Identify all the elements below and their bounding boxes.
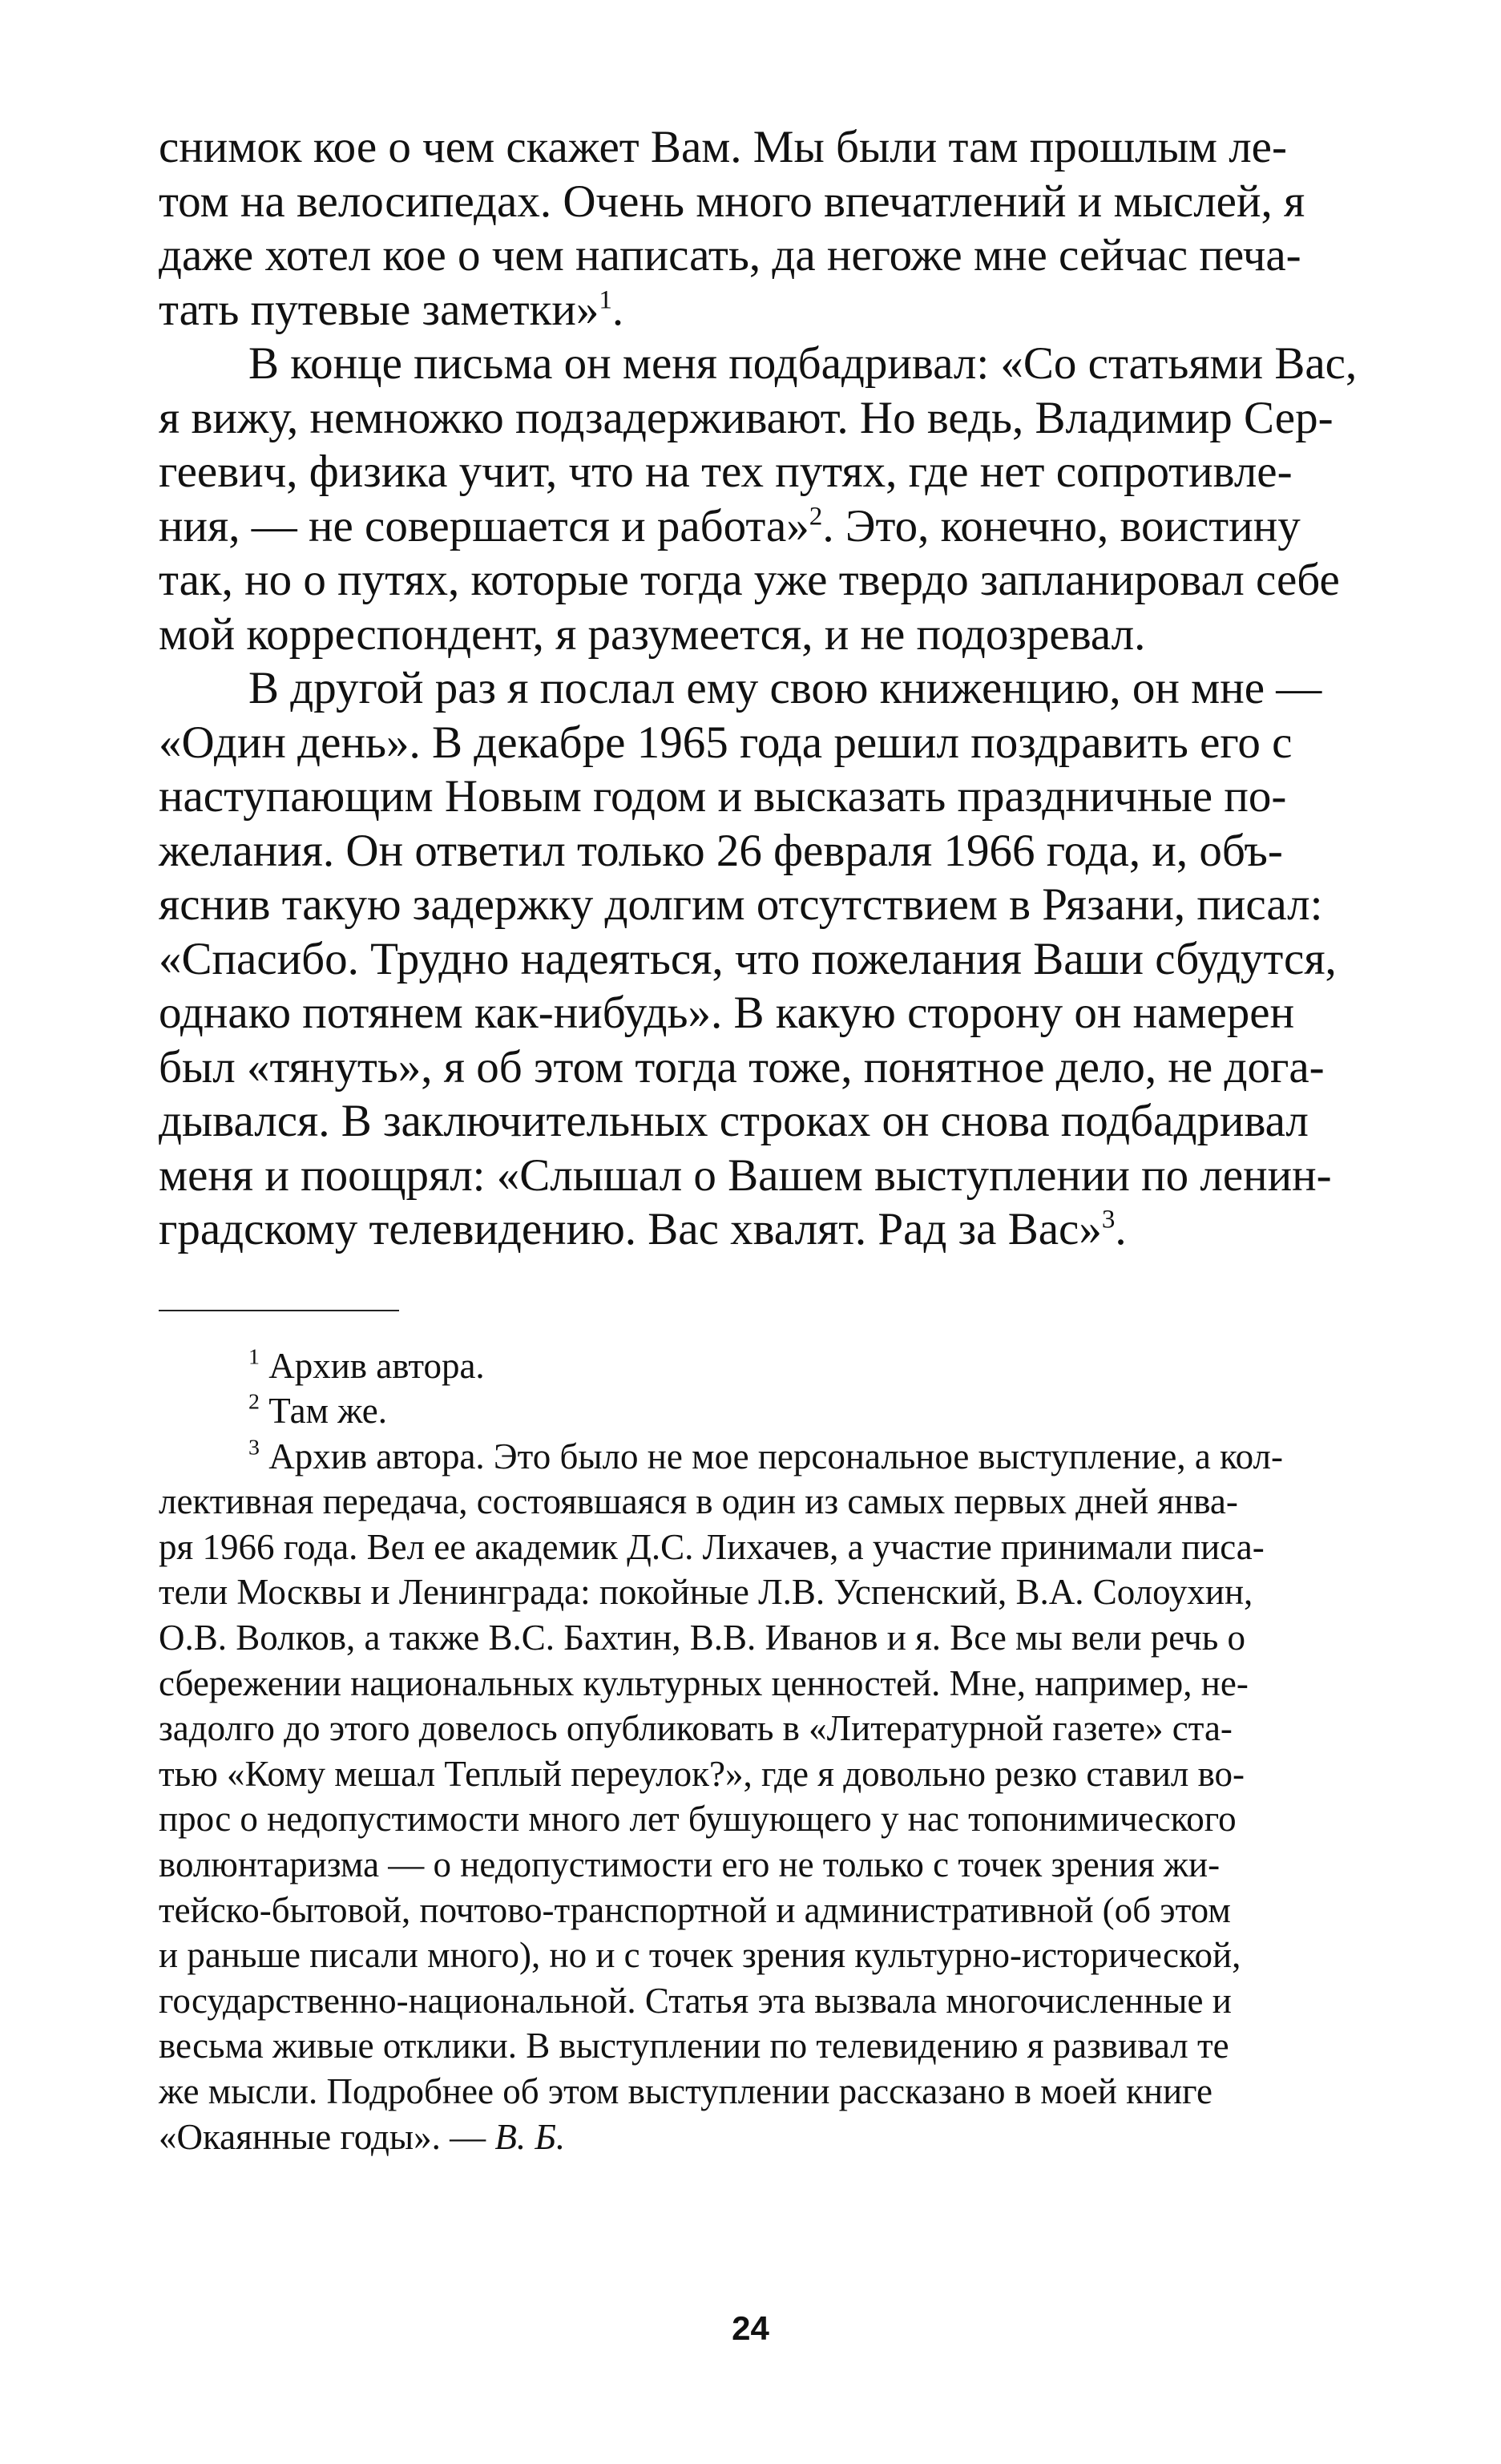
text-line: желания. Он ответил только 26 февраля 1966 года, и, объ- [159, 825, 1283, 876]
text-line: В другой раз я послал ему свою книженцию, он мне — [248, 663, 1322, 713]
footnote-text: Архив автора. [268, 1345, 485, 1386]
text-line: был «тянуть», я об этом тогда тоже, понятное дело, не дога- [159, 1041, 1325, 1093]
footnote-line: сбережении национальных культурных ценностей. Мне, например, не- [159, 1662, 1249, 1703]
footnote-line: волюнтаризма — о недопустимости его не только с точек зрения жи- [159, 1844, 1221, 1885]
footnote-line: же мысли. Подробнее об этом выступлении рассказано в моей книге [159, 2071, 1213, 2111]
footnote-line: прос о недопустимости много лет бушующего у нас топонимического [159, 1799, 1237, 1840]
text-fragment: . Это, конечно, воистину [822, 500, 1301, 551]
text-fragment: . [611, 284, 624, 335]
footnote-line: весьма живые отклики. В выступлении по телевидению я развивал те [159, 2026, 1229, 2066]
text-line: геевич, физика учит, что на тех путях, где нет сопротивле- [159, 446, 1293, 497]
text-line: «Один день». В декабре 1965 года решил поздравить его с [159, 717, 1293, 768]
paragraph-3 [159, 661, 1409, 1257]
footnote-line: «Окаянные годы». — [159, 2116, 495, 2157]
footnote-1 [159, 1343, 1409, 1389]
footnote-2 [159, 1388, 1409, 1434]
footnote-ref-2: 2 [809, 502, 823, 531]
footnote-line: задолго до этого довелось опубликовать в «Литературной газете» ста- [159, 1708, 1233, 1749]
footnote-line: тели Москвы и Ленинграда: покойные Л.В. Успенский, В.А. Солоухин, [159, 1572, 1253, 1613]
text-line: В конце письма он меня подбадривал: «Со статьями Вас, [248, 338, 1358, 389]
text-line: тать путевые заметки» [159, 284, 599, 335]
paragraph-1 [159, 120, 1409, 337]
footnote-number: 2 [248, 1389, 260, 1415]
footnote-line: тью «Кому мешал Теплый переулок?», где я довольно резко ставил во- [159, 1753, 1245, 1794]
text-line: наступающим Новым годом и высказать праздничные по- [159, 771, 1287, 822]
page-number: 24 [732, 2309, 769, 2347]
text-line: однако потянем как-нибудь». В какую сторону он намерен [159, 988, 1295, 1038]
text-fragment: . [1115, 1204, 1127, 1254]
footnote-text: Там же. [268, 1391, 387, 1432]
footnote-line: О.В. Волков, а также В.С. Бахтин, В.В. Иванов и я. Все мы вели речь о [159, 1618, 1245, 1658]
footnote-ref-3: 3 [1101, 1205, 1116, 1234]
author-initials: В. Б. [494, 2116, 566, 2157]
footnote-ref-1: 1 [599, 285, 612, 315]
footnote-3 [159, 1434, 1409, 2160]
footnote-line: тейско-бытовой, почтово-транспортной и административной (об этом [159, 1889, 1231, 1930]
footnote-line: и раньше писали много), но и с точек зрения культурно-исторической, [159, 1935, 1241, 1976]
text-line: снимок кое о чем скажет Вам. Мы были там прошлым ле- [159, 122, 1287, 172]
text-line: я вижу, немножко подзадерживают. Но ведь, Владимир Сер- [159, 392, 1334, 443]
text-line: градскому телевидению. Вас хвалят. Рад за Вас» [159, 1204, 1102, 1254]
book-page [159, 120, 1409, 2159]
footnote-line: ря 1966 года. Вел ее академик Д.С. Лихачев, а участие принимали писа- [159, 1526, 1265, 1567]
text-line: меня и поощрял: «Слышал о Вашем выступлении по ленин- [159, 1149, 1332, 1201]
text-line: «Спасибо. Трудно надеяться, что пожелания Ваши сбудутся, [159, 933, 1337, 984]
text-line: том на велосипедах. Очень много впечатлений и мыслей, я [159, 176, 1305, 227]
text-line: так, но о путях, которые тогда уже твердо запланировал себе [159, 555, 1340, 605]
footnote-line: Архив автора. Это было не мое персональное выступление, а кол- [268, 1436, 1283, 1476]
text-line: мой корреспондент, я разумеется, и не подозревал. [159, 608, 1146, 660]
text-line: даже хотел кое о чем написать, да негоже мне сейчас печа- [159, 230, 1301, 281]
paragraph-2 [159, 337, 1409, 661]
text-line: дывался. В заключительных строках он снова подбадривал [159, 1096, 1309, 1146]
footnote-separator [159, 1310, 399, 1311]
footnotes [159, 1343, 1409, 2160]
footnote-line: государственно-национальной. Статья эта вызвала многочисленные и [159, 1980, 1232, 2021]
text-line: ния, — не совершается и работа» [159, 500, 809, 551]
main-text [159, 120, 1409, 1257]
footnote-line: лективная передача, состоявшаяся в один из самых первых дней янва- [159, 1481, 1238, 1522]
text-line: яснив такую задержку долгим отсутствием в Рязани, писал: [159, 879, 1323, 930]
footnote-number: 1 [248, 1344, 260, 1370]
footnote-number: 3 [248, 1435, 260, 1460]
